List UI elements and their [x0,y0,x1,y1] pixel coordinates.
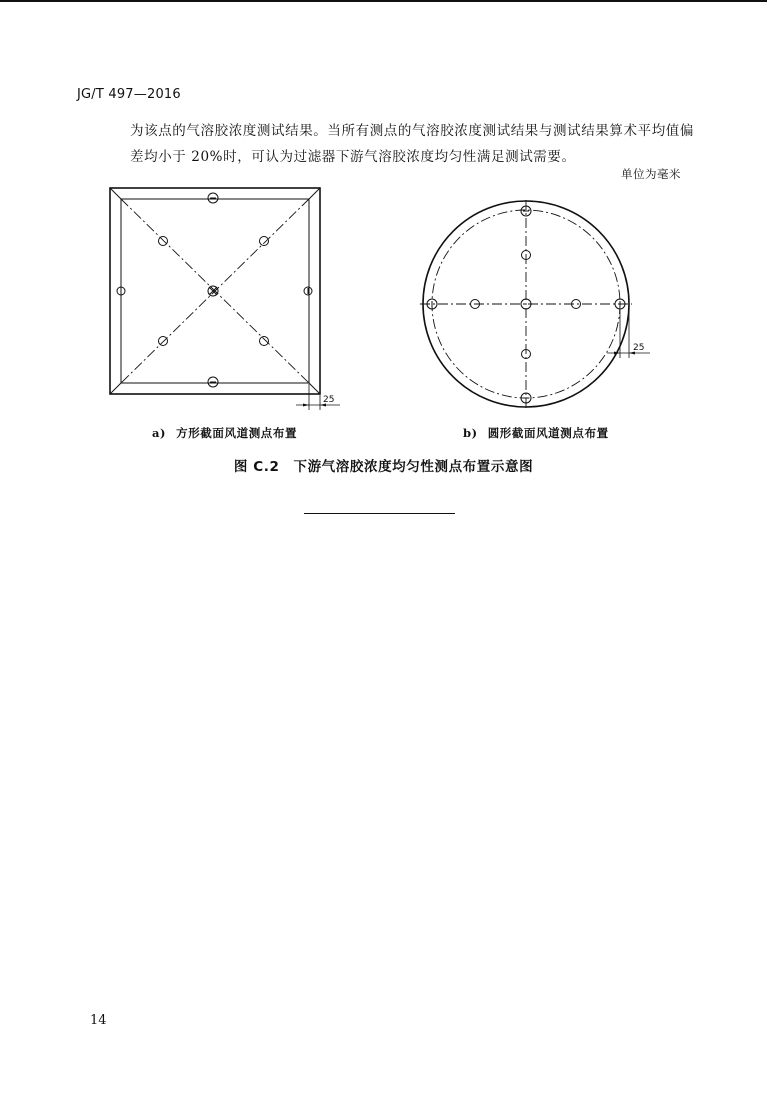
square-center-lines [121,199,309,383]
unit-note: 单位为毫米 [621,167,681,181]
subfigure-a-label: a) [152,426,167,440]
square-dimension-label: 25 [323,395,335,405]
subfigure-b-caption [463,425,609,441]
circle-dimension-label: 25 [633,343,645,353]
figure-title [0,455,767,475]
standard-code: JG/T 497—2016 [77,87,181,102]
subfigure-a-text: 方形截面风道测点布置 [176,426,298,440]
square-duct-diagram [110,188,340,410]
circle-center-lines [420,200,632,408]
section-end-rule [304,513,455,514]
page-number: 14 [90,1013,107,1028]
subfigure-b-label: b) [463,426,478,440]
subfigure-b-text: 圆形截面风道测点布置 [487,426,609,440]
figure-title-text: 下游气溶胶浓度均匀性测点布置示意图 [293,459,534,475]
square-measurement-points [117,193,312,387]
subfigure-a-caption [152,425,297,441]
body-paragraph: 为该点的气溶胶浓度测试结果。当所有测点的气溶胶浓度测试结果与测试结果算术平均值偏差均小于 20%时，可认为过滤器下游气溶胶浓度均匀性满足测试需要。 [130,123,694,165]
circular-duct-diagram [420,200,650,408]
figure-number: 图 C.2 [233,459,280,475]
figure-diagram [0,0,767,450]
